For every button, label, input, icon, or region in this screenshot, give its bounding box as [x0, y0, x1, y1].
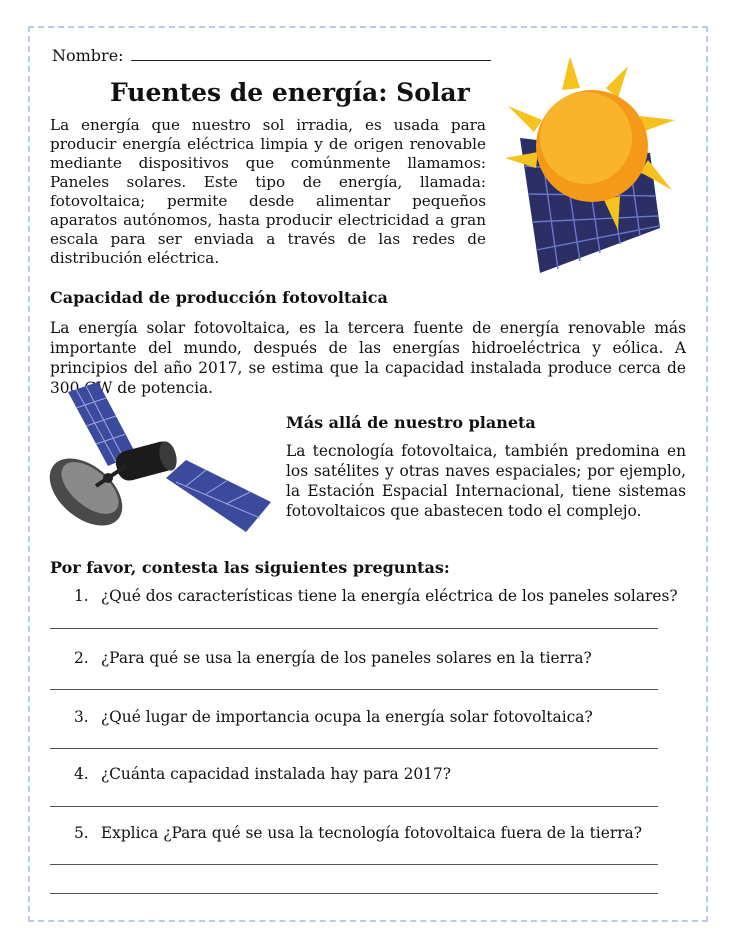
satellite-illustration — [46, 382, 276, 542]
beyond-paragraph: La tecnología fotovoltaica, también predomina en los satélites y otras naves espaciales; por ejemplo, la Estación Espacial Internacional, tiene sistemas fotovoltaicos que abastecen todo el complejo. — [286, 442, 686, 520]
answer-line[interactable] — [50, 893, 658, 894]
answer-line[interactable] — [50, 806, 658, 807]
question-number: 1. — [74, 587, 89, 605]
question-text: Explica ¿Para qué se usa la tecnología fotovoltaica fuera de la tierra? — [100, 824, 642, 842]
sun-icon — [536, 90, 648, 202]
capacity-paragraph: La energía solar fotovoltaica, es la tercera fuente de energía renovable más importante del mundo, después de las energías hidroeléctrica y eólica. A principios del año 2017, se estima que la capacidad instalada produce cerca de 300 GW de potencia. — [50, 319, 686, 397]
question-number: 4. — [74, 765, 89, 783]
answer-line[interactable] — [50, 864, 658, 865]
question-text: ¿Para qué se usa la energía de los paneles solares en la tierra? — [100, 649, 592, 667]
answer-line[interactable] — [50, 748, 658, 749]
name-field — [52, 46, 491, 65]
name-input-line[interactable] — [131, 46, 491, 61]
answer-line[interactable] — [50, 689, 658, 690]
page-title: Fuentes de energía: Solar — [110, 78, 470, 107]
sun-solar-panel-illustration — [500, 58, 680, 278]
beyond-heading: Más allá de nuestro planeta — [286, 413, 536, 432]
questions-heading: Por favor, contesta las siguientes preguntas: — [50, 558, 450, 577]
question-item — [74, 765, 451, 783]
question-item — [74, 708, 593, 726]
question-number: 2. — [74, 649, 89, 667]
capacity-heading: Capacidad de producción fotovoltaica — [50, 288, 388, 307]
intro-paragraph: La energía que nuestro sol irradia, es usada para producir energía eléctrica limpia y de origen renovable mediante dispositivos que comúnmente llamamos: Paneles solares. Este tipo de energía, llamada: fotovoltaica; permite desde alimentar pequeños aparatos autónomos, hasta producir electricidad a gran escala para ser enviada a través de las redes de distribución eléctrica. — [50, 116, 486, 267]
question-number: 3. — [74, 708, 89, 726]
question-text: ¿Qué lugar de importancia ocupa la energía solar fotovoltaica? — [100, 708, 593, 726]
name-label: Nombre: — [52, 46, 124, 65]
question-item — [74, 649, 592, 667]
question-text: ¿Cuánta capacidad instalada hay para 2017? — [100, 765, 451, 783]
question-item — [74, 587, 678, 605]
question-item — [74, 824, 642, 842]
question-text: ¿Qué dos características tiene la energía eléctrica de los paneles solares? — [100, 587, 678, 605]
question-number: 5. — [74, 824, 89, 842]
answer-line[interactable] — [50, 628, 658, 629]
